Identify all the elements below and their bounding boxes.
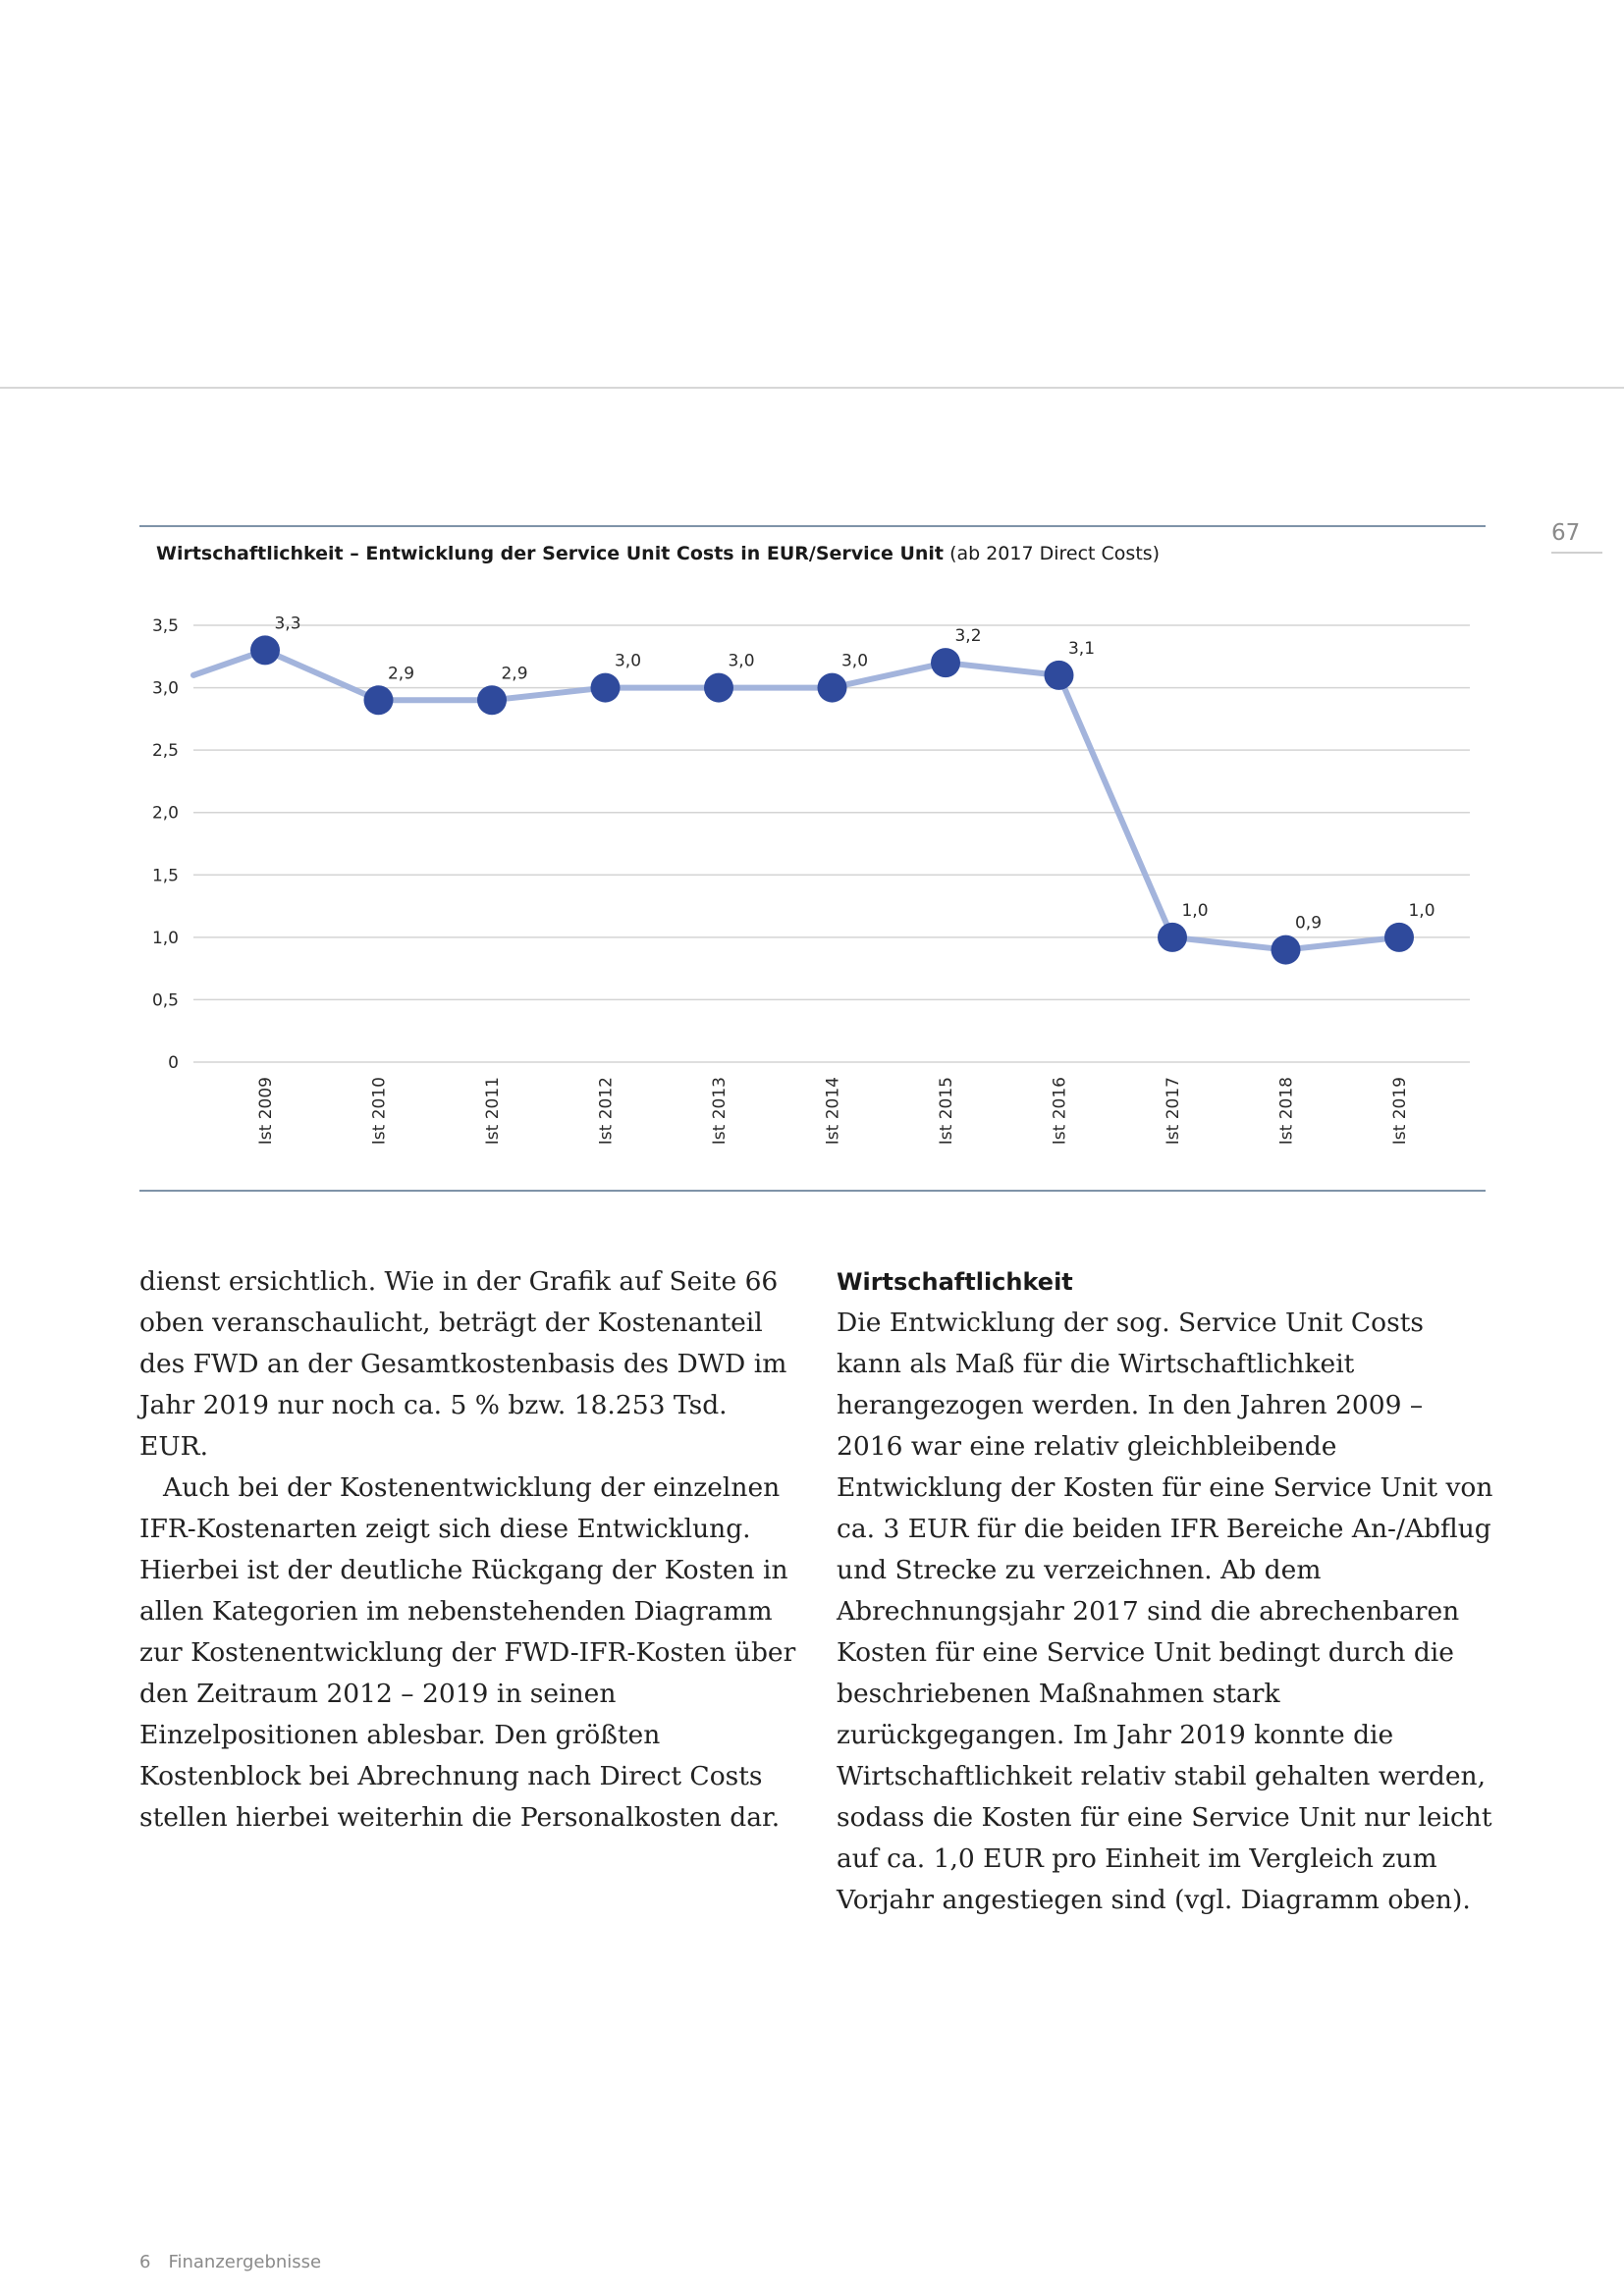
data-point	[1158, 923, 1187, 952]
chart-title-main: Wirtschaftlichkeit – Entwicklung der Service Unit Costs in EUR/Service Unit	[156, 543, 945, 564]
footer-page-number: 6	[139, 2252, 151, 2272]
footer-section-title: Finanzergebnisse	[168, 2252, 322, 2272]
data-point	[1272, 935, 1301, 965]
y-tick-label: 3,5	[151, 616, 179, 636]
footer	[139, 2252, 321, 2272]
x-tick-label: Ist 2012	[596, 1077, 617, 1146]
line-chart	[139, 527, 1486, 1190]
data-label: 1,0	[1408, 900, 1435, 921]
x-tick-label: Ist 2018	[1276, 1077, 1297, 1146]
header-rule	[0, 387, 1624, 389]
y-tick-label: 3,0	[151, 678, 179, 699]
data-point	[591, 673, 621, 703]
y-tick-label: 0	[168, 1053, 179, 1073]
data-point	[1045, 661, 1074, 690]
data-point	[364, 685, 394, 715]
data-point	[818, 673, 847, 703]
data-label: 3,0	[614, 651, 642, 671]
y-tick-label: 0,5	[151, 990, 179, 1011]
chart-title-note: (ab 2017 Direct Costs)	[949, 543, 1161, 564]
y-tick-label: 1,0	[151, 928, 179, 948]
right-paragraph: Die Entwicklung der sog. Service Unit Costs kann als Maß für die Wirtschaftlichkeit herangezogen werden. In den Jahren 2009 – 2016 war eine relativ gleichbleibende Entwicklung der Kosten für eine Service Unit von ca. 3 EUR für die beiden IFR Bereiche An-/Abflug und Strecke zu verzeichnen. Ab dem Abrechnungsjahr 2017 sind die abrechenbaren Kosten für eine Service Unit bedingt durch die beschriebenen Maßnahmen stark zurückgegangen. Im Jahr 2019 konnte die Wirtschaftlichkeit relativ stabil gehalten werden, sodass die Kosten für eine Service Unit nur leicht auf ca. 1,0 EUR pro Einheit im Vergleich zum Vorjahr angestiegen sind (vgl. Diagramm oben).	[837, 1308, 1493, 1915]
data-label: 3,3	[274, 614, 301, 634]
data-label: 0,9	[1294, 913, 1323, 934]
x-tick-label: Ist 2015	[937, 1077, 956, 1146]
data-point	[704, 673, 733, 703]
x-tick-label: Ist 2011	[483, 1077, 503, 1146]
data-label: 2,9	[501, 664, 528, 684]
data-label: 2,9	[387, 664, 415, 684]
data-label: 3,0	[728, 651, 755, 671]
left-paragraph-1: dienst ersichtlich. Wie in der Grafik auf Seite 66 oben veranschaulicht, beträgt der Kostenanteil des FWD an der Gesamtkostenbasis des DWD im Jahr 2019 nur noch ca. 5 % bzw. 18.253 Tsd. EUR.	[139, 1266, 787, 1462]
data-point	[1384, 923, 1414, 952]
data-point	[477, 685, 507, 715]
x-tick-label: Ist 2016	[1050, 1077, 1070, 1146]
page-number: 67	[1551, 520, 1602, 554]
x-tick-label: Ist 2010	[369, 1077, 390, 1146]
x-tick-label: Ist 2013	[710, 1077, 730, 1146]
y-tick-label: 2,5	[151, 741, 179, 762]
left-paragraph-2: Auch bei der Kostenentwicklung der einzelnen IFR-Kostenarten zeigt sich diese Entwicklung. Hierbei ist der deutliche Rückgang der Kosten in allen Kategorien im nebenstehenden Diagramm zur Kostenentwicklung der FWD-IFR-Kosten über den Zeitraum 2012 – 2019 in seinen Einzelpositionen ablesbar. Den größten Kostenblock bei Abrechnung nach Direct Costs stellen hierbei weiterhin die Personalkosten dar.	[139, 1472, 796, 1833]
left-text-column	[139, 1261, 797, 1839]
right-text-column	[837, 1261, 1494, 1921]
chart-container	[139, 525, 1486, 1192]
y-tick-label: 1,5	[151, 866, 179, 886]
x-tick-label: Ist 2019	[1390, 1077, 1410, 1146]
data-label: 3,1	[1067, 638, 1096, 659]
data-point	[931, 648, 960, 677]
x-tick-label: Ist 2014	[823, 1077, 843, 1146]
data-label: 3,0	[840, 651, 869, 671]
x-tick-label: Ist 2017	[1164, 1077, 1183, 1146]
y-tick-label: 2,0	[151, 803, 179, 824]
data-label: 3,2	[954, 626, 982, 647]
section-heading: Wirtschaftlichkeit	[837, 1268, 1073, 1296]
x-tick-label: Ist 2009	[256, 1077, 276, 1146]
data-label: 1,0	[1181, 900, 1209, 921]
data-point	[250, 635, 280, 665]
